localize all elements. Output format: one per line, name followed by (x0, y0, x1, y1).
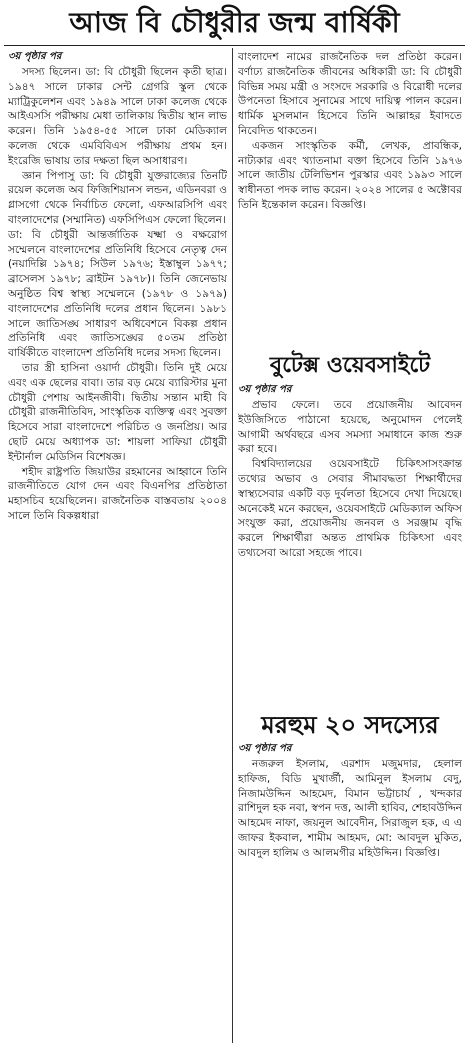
continued-from-label: ৩য় পৃষ্ঠার পর (238, 384, 292, 395)
butex-headline: বুটেক্স ওয়েবসাইটে (269, 352, 431, 378)
continued-from-label: ৩য় পৃষ্ঠার পর (8, 51, 62, 62)
left-column (8, 50, 227, 1045)
article-paragraph: ডা: বি চৌধুরী আন্তর্জাতিক যক্ষ্মা ও বক্ষরোগ সম্মেলনে বাংলাদেশের প্রতিনিধি হিসেবে নেতৃত্ব দেন (নয়াদিল্লি ১৯৭৪; সিউল ১৯৭৬; ইস্তাম্বুল ১৯৭৭; ব্রাসেলস ১৯৭৮; ব্রাইটন ১৯৭৮)। তিনি জেনেভায় অনুষ্ঠিত বিশ্ব স্বাস্থ্য সম্মেলনে (১৯৭৮ ও ১৯৭৯) বাংলাদেশের প্রতিনিধি দলের প্রধান ছিলেন। ১৯৮১ সালে জাতিসঙ্ঘ সাধারণ অধিবেশনে বিকল্প প্রধান প্রতিনিধি এবং জাতিসঙ্ঘের ৫০তম প্রতিষ্ঠা বার্ষিকীতে বাংলাদেশ প্রতিনিধি দলের সদস্য ছিলেন। (8, 228, 227, 360)
deceased-article (238, 742, 462, 1042)
article-paragraph: একজন সাংস্কৃতিক কর্মী, লেখক, প্রাবন্ধিক, নাট্যকার এবং খ্যাতনামা বক্তা হিসেবে তিনি ১৯৭৬ সালে জাতীয় টেলিভিশন পুরস্কার এবং ১৯৯৩ সালে স্বাধীনতা পদক লাভ করেন। ২০২৪ সালের ৫ অক্টোবর তিনি ইন্তেকাল করেন। বিজ্ঞপ্তি। (238, 139, 462, 211)
right-column-continuation (238, 50, 462, 345)
article-paragraph: প্রভাব ফেলে। তবে প্রয়োজনীয় আবেদন ইউজিসিতে পাঠানো হয়েছে, অনুমোদন পেলেই আগামী অর্থবছরে এসব সমস্যা সমাধানে কাজ শুরু করা হবে। (238, 399, 462, 456)
article-paragraph: বিশ্ববিদ্যালয়ের ওয়েবসাইটে চিকিৎসাসংক্রান্ত তথ্যের অভাব ও সেবার সীমাবদ্ধতা শিক্ষার্থীদের স্বাস্থ্যসেবার একটি বড় দুর্বলতা হিসেবে দেখা দিয়েছে। অনেকেই মনে করছেন, ওয়েবসাইটে মেডিক্যাল অফিস সংযুক্ত করা, প্রয়োজনীয় জনবল ও সরঞ্জাম বৃদ্ধি করলে শিক্ষার্থীরা অন্তত প্রাথমিক চিকিৎসা এবং তথ্যসেবা আরো সহজে পাবে। (238, 458, 462, 559)
article-paragraph: নজরুল ইসলাম, এরশাদ মজুমদার, হেলাল হাফিজ, বিডি মুখার্জী, আমিনুল ইসলাম বেদু, নিজামউদ্দিন আহমেদ, বিমান ভট্টাচার্য , খন্দকার রাশিদুল হক নবা, স্বপন দত্ত, আলী হাবিব, শেহাবউদ্দিন আহমেদ নাফা, জয়নুল আবেদীন, সিরাজুল হক, এ এ জাফর ইকবাল, শামীম আহমদ, মো: আবদুল মুকিত, আবদুল হালিম ও আলমগীর মহিউদ্দিন। বিজ্ঞপ্তি। (238, 758, 462, 859)
article-paragraph: জ্ঞান পিপাসু ডা: বি চৌধুরী যুক্তরাজ্যের তিনটি রয়েল কলেজ অব ফিজিশিয়ানস লন্ডন, এডিনবরা ও গ্লাসগো থেকে নির্বাচিত ফেলো, এফআরসিপি এবং বাংলাদেশের (সম্মানিত) এফসিপিএস ফেলো ছিলেন। (8, 169, 227, 226)
headline-rule (4, 45, 465, 46)
column-divider (232, 48, 233, 1043)
continued-from-label: ৩য় পৃষ্ঠার পর (238, 743, 292, 754)
article-paragraph: শহীদ রাষ্ট্রপতি জিয়াউর রহমানের আহ্বানে তিনি রাজনীতিতে যোগ দেন এবং বিএনপির প্রতিষ্ঠাতা মহাসচিব হয়েছিলেন। রাজনৈতিক বাস্তবতায় ২০০৪ সালে তিনি বিকল্পধারা (8, 465, 227, 522)
page-headline: আজ বি চৌধুরীর জন্ম বার্ষিকী (69, 6, 400, 39)
article-paragraph: সদস্য ছিলেন। ডা: বি চৌধুরী ছিলেন কৃতী ছাত্র। ১৯৪৭ সালে ঢাকার সেন্ট গ্রেগরি স্কুল থেকে ম্যাট্রিকুলেশন এবং ১৯৪৯ সালে ঢাকা কলেজ থেকে আইএসসি পরীক্ষায় মেধা তালিকায় দ্বিতীয় স্থান লাভ করেন। তিনি ১৯৫৪-৫৫ সালে ঢাকা মেডিক্যাল কলেজ থেকে এমবিবিএস পরীক্ষায় প্রথম হন। ইংরেজি ভাষায় তার দক্ষতা ছিল অসাধারণ। (8, 66, 227, 167)
butex-article (238, 383, 462, 708)
article-paragraph: বাংলাদেশ নামের রাজনৈতিক দল প্রতিষ্ঠা করেন। বর্ণাঢ্য রাজনৈতিক জীবনের অধিকারী ডা: বি চৌধুরী বিভিন্ন সময় মন্ত্রী ও সংসদে সরকারি ও বিরোধী দলের উপনেতা হিসাবে সুনামের সাথে দায়িত্ব পালন করেন। ধার্মিক মুসলমান হিসেবে তিনি আল্লাহর ইবাদতে নিবেদিত থাকতেন। (238, 51, 462, 137)
deceased-headline: মরহুম ২০ সদস্যের (261, 710, 439, 739)
article-paragraph: তার স্ত্রী হাসিনা ওয়ার্দা চৌধুরী। তিনি দুই মেয়ে এবং এক ছেলের বাবা। তার বড় মেয়ে ব্যারিস্টার মুনা চৌধুরী পেশায় আইনজীবী। দ্বিতীয় সন্তান মাহী বি চৌধুরী রাজনীতিবিদ, সাংস্কৃতিক ব্যক্তিত্ব এবং সুবক্তা হিসেবে সারা বাংলাদেশে পরিচিত ও জনপ্রিয়। আর ছোট মেয়ে অধ্যাপক ডা: শায়লা সাফিয়া চৌধুরী ইন্টার্নাল মেডিসিন বিশেষজ্ঞ। (8, 361, 227, 463)
